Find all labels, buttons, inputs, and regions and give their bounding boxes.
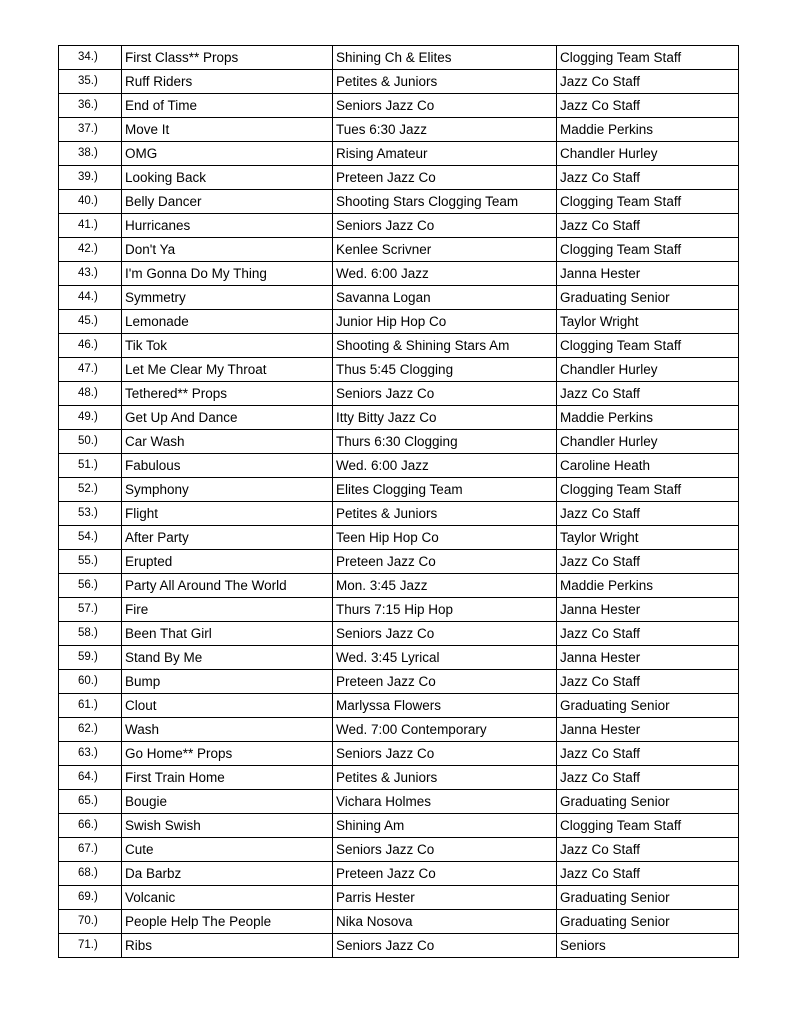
table-row	[59, 238, 739, 262]
table-row	[59, 550, 739, 574]
routine-title-cell: Let Me Clear My Throat	[122, 358, 333, 382]
routine-title-cell: Symmetry	[122, 286, 333, 310]
performer-group-cell: Shooting & Shining Stars Am	[333, 334, 557, 358]
routine-number-cell: 40.)	[59, 190, 122, 214]
choreographer-cell: Jazz Co Staff	[557, 622, 739, 646]
table-row	[59, 94, 739, 118]
table-row	[59, 478, 739, 502]
table-row	[59, 502, 739, 526]
performer-group-cell: Seniors Jazz Co	[333, 622, 557, 646]
choreographer-cell: Janna Hester	[557, 718, 739, 742]
routine-number-cell: 47.)	[59, 358, 122, 382]
program-table	[58, 45, 739, 958]
choreographer-cell: Taylor Wright	[557, 310, 739, 334]
table-row	[59, 670, 739, 694]
routine-title-cell: Belly Dancer	[122, 190, 333, 214]
table-row	[59, 382, 739, 406]
performer-group-cell: Vichara Holmes	[333, 790, 557, 814]
choreographer-cell: Jazz Co Staff	[557, 766, 739, 790]
choreographer-cell: Jazz Co Staff	[557, 502, 739, 526]
table-row	[59, 406, 739, 430]
performer-group-cell: Junior Hip Hop Co	[333, 310, 557, 334]
table-row	[59, 430, 739, 454]
routine-number-cell: 59.)	[59, 646, 122, 670]
table-row	[59, 142, 739, 166]
routine-title-cell: Da Barbz	[122, 862, 333, 886]
choreographer-cell: Chandler Hurley	[557, 358, 739, 382]
performer-group-cell: Preteen Jazz Co	[333, 166, 557, 190]
performer-group-cell: Savanna Logan	[333, 286, 557, 310]
choreographer-cell: Seniors	[557, 934, 739, 958]
routine-title-cell: Tik Tok	[122, 334, 333, 358]
choreographer-cell: Janna Hester	[557, 262, 739, 286]
table-row	[59, 910, 739, 934]
performer-group-cell: Seniors Jazz Co	[333, 382, 557, 406]
table-row	[59, 646, 739, 670]
routine-title-cell: Cute	[122, 838, 333, 862]
routine-title-cell: People Help The People	[122, 910, 333, 934]
performer-group-cell: Nika Nosova	[333, 910, 557, 934]
routine-number-cell: 54.)	[59, 526, 122, 550]
routine-number-cell: 48.)	[59, 382, 122, 406]
choreographer-cell: Clogging Team Staff	[557, 46, 739, 70]
choreographer-cell: Chandler Hurley	[557, 142, 739, 166]
routine-number-cell: 38.)	[59, 142, 122, 166]
performer-group-cell: Thus 5:45 Clogging	[333, 358, 557, 382]
choreographer-cell: Jazz Co Staff	[557, 382, 739, 406]
choreographer-cell: Maddie Perkins	[557, 574, 739, 598]
performer-group-cell: Mon. 3:45 Jazz	[333, 574, 557, 598]
routine-number-cell: 42.)	[59, 238, 122, 262]
table-row	[59, 718, 739, 742]
choreographer-cell: Graduating Senior	[557, 694, 739, 718]
routine-title-cell: Wash	[122, 718, 333, 742]
routine-number-cell: 51.)	[59, 454, 122, 478]
routine-title-cell: Car Wash	[122, 430, 333, 454]
routine-number-cell: 64.)	[59, 766, 122, 790]
performer-group-cell: Shining Ch & Elites	[333, 46, 557, 70]
routine-number-cell: 35.)	[59, 70, 122, 94]
table-row	[59, 598, 739, 622]
routine-title-cell: Tethered** Props	[122, 382, 333, 406]
choreographer-cell: Taylor Wright	[557, 526, 739, 550]
choreographer-cell: Jazz Co Staff	[557, 166, 739, 190]
choreographer-cell: Graduating Senior	[557, 286, 739, 310]
performer-group-cell: Parris Hester	[333, 886, 557, 910]
routine-number-cell: 55.)	[59, 550, 122, 574]
performer-group-cell: Seniors Jazz Co	[333, 838, 557, 862]
performer-group-cell: Tues 6:30 Jazz	[333, 118, 557, 142]
performer-group-cell: Thurs 7:15 Hip Hop	[333, 598, 557, 622]
routine-number-cell: 53.)	[59, 502, 122, 526]
table-row	[59, 934, 739, 958]
table-row	[59, 358, 739, 382]
choreographer-cell: Jazz Co Staff	[557, 70, 739, 94]
performer-group-cell: Thurs 6:30 Clogging	[333, 430, 557, 454]
choreographer-cell: Janna Hester	[557, 646, 739, 670]
table-row	[59, 814, 739, 838]
routine-title-cell: Volcanic	[122, 886, 333, 910]
routine-number-cell: 61.)	[59, 694, 122, 718]
routine-number-cell: 34.)	[59, 46, 122, 70]
routine-number-cell: 68.)	[59, 862, 122, 886]
table-row	[59, 166, 739, 190]
routine-title-cell: Looking Back	[122, 166, 333, 190]
routine-number-cell: 66.)	[59, 814, 122, 838]
routine-title-cell: Hurricanes	[122, 214, 333, 238]
routine-title-cell: Flight	[122, 502, 333, 526]
routine-title-cell: Stand By Me	[122, 646, 333, 670]
routine-title-cell: I'm Gonna Do My Thing	[122, 262, 333, 286]
routine-number-cell: 49.)	[59, 406, 122, 430]
routine-number-cell: 43.)	[59, 262, 122, 286]
routine-title-cell: Move It	[122, 118, 333, 142]
performer-group-cell: Seniors Jazz Co	[333, 742, 557, 766]
routine-title-cell: Get Up And Dance	[122, 406, 333, 430]
performer-group-cell: Petites & Juniors	[333, 502, 557, 526]
choreographer-cell: Jazz Co Staff	[557, 94, 739, 118]
choreographer-cell: Clogging Team Staff	[557, 814, 739, 838]
routine-number-cell: 44.)	[59, 286, 122, 310]
routine-title-cell: First Train Home	[122, 766, 333, 790]
routine-number-cell: 52.)	[59, 478, 122, 502]
choreographer-cell: Graduating Senior	[557, 790, 739, 814]
routine-number-cell: 36.)	[59, 94, 122, 118]
routine-title-cell: Ruff Riders	[122, 70, 333, 94]
performer-group-cell: Petites & Juniors	[333, 766, 557, 790]
choreographer-cell: Caroline Heath	[557, 454, 739, 478]
table-row	[59, 46, 739, 70]
routine-number-cell: 50.)	[59, 430, 122, 454]
choreographer-cell: Graduating Senior	[557, 910, 739, 934]
routine-title-cell: Bump	[122, 670, 333, 694]
choreographer-cell: Jazz Co Staff	[557, 862, 739, 886]
routine-number-cell: 69.)	[59, 886, 122, 910]
choreographer-cell: Jazz Co Staff	[557, 214, 739, 238]
table-row	[59, 742, 739, 766]
program-table-body	[59, 46, 739, 958]
table-row	[59, 886, 739, 910]
table-row	[59, 838, 739, 862]
performer-group-cell: Preteen Jazz Co	[333, 550, 557, 574]
routine-number-cell: 60.)	[59, 670, 122, 694]
routine-title-cell: Been That Girl	[122, 622, 333, 646]
routine-title-cell: Fabulous	[122, 454, 333, 478]
routine-number-cell: 57.)	[59, 598, 122, 622]
performer-group-cell: Wed. 3:45 Lyrical	[333, 646, 557, 670]
routine-title-cell: Don't Ya	[122, 238, 333, 262]
routine-number-cell: 63.)	[59, 742, 122, 766]
table-row	[59, 118, 739, 142]
routine-number-cell: 71.)	[59, 934, 122, 958]
performer-group-cell: Marlyssa Flowers	[333, 694, 557, 718]
table-row	[59, 694, 739, 718]
choreographer-cell: Chandler Hurley	[557, 430, 739, 454]
performer-group-cell: Petites & Juniors	[333, 70, 557, 94]
choreographer-cell: Maddie Perkins	[557, 406, 739, 430]
performer-group-cell: Itty Bitty Jazz Co	[333, 406, 557, 430]
routine-number-cell: 37.)	[59, 118, 122, 142]
performer-group-cell: Elites Clogging Team	[333, 478, 557, 502]
routine-number-cell: 46.)	[59, 334, 122, 358]
performer-group-cell: Shining Am	[333, 814, 557, 838]
performer-group-cell: Seniors Jazz Co	[333, 934, 557, 958]
routine-number-cell: 58.)	[59, 622, 122, 646]
performer-group-cell: Seniors Jazz Co	[333, 214, 557, 238]
routine-title-cell: Symphony	[122, 478, 333, 502]
routine-number-cell: 41.)	[59, 214, 122, 238]
performer-group-cell: Preteen Jazz Co	[333, 862, 557, 886]
table-row	[59, 190, 739, 214]
routine-number-cell: 65.)	[59, 790, 122, 814]
routine-title-cell: Ribs	[122, 934, 333, 958]
choreographer-cell: Clogging Team Staff	[557, 190, 739, 214]
program-page	[58, 45, 738, 958]
performer-group-cell: Kenlee Scrivner	[333, 238, 557, 262]
choreographer-cell: Jazz Co Staff	[557, 742, 739, 766]
table-row	[59, 574, 739, 598]
choreographer-cell: Clogging Team Staff	[557, 238, 739, 262]
table-row	[59, 214, 739, 238]
routine-title-cell: Fire	[122, 598, 333, 622]
routine-title-cell: First Class** Props	[122, 46, 333, 70]
table-row	[59, 766, 739, 790]
routine-title-cell: Swish Swish	[122, 814, 333, 838]
routine-title-cell: Clout	[122, 694, 333, 718]
choreographer-cell: Clogging Team Staff	[557, 478, 739, 502]
routine-title-cell: Party All Around The World	[122, 574, 333, 598]
choreographer-cell: Clogging Team Staff	[557, 334, 739, 358]
choreographer-cell: Jazz Co Staff	[557, 838, 739, 862]
choreographer-cell: Maddie Perkins	[557, 118, 739, 142]
routine-title-cell: Lemonade	[122, 310, 333, 334]
routine-number-cell: 39.)	[59, 166, 122, 190]
table-row	[59, 862, 739, 886]
performer-group-cell: Seniors Jazz Co	[333, 94, 557, 118]
table-row	[59, 286, 739, 310]
choreographer-cell: Jazz Co Staff	[557, 550, 739, 574]
performer-group-cell: Wed. 6:00 Jazz	[333, 262, 557, 286]
routine-number-cell: 70.)	[59, 910, 122, 934]
choreographer-cell: Jazz Co Staff	[557, 670, 739, 694]
routine-title-cell: Bougie	[122, 790, 333, 814]
routine-number-cell: 56.)	[59, 574, 122, 598]
routine-number-cell: 67.)	[59, 838, 122, 862]
routine-title-cell: End of Time	[122, 94, 333, 118]
routine-title-cell: OMG	[122, 142, 333, 166]
choreographer-cell: Graduating Senior	[557, 886, 739, 910]
table-row	[59, 622, 739, 646]
performer-group-cell: Rising Amateur	[333, 142, 557, 166]
choreographer-cell: Janna Hester	[557, 598, 739, 622]
routine-title-cell: Erupted	[122, 550, 333, 574]
performer-group-cell: Shooting Stars Clogging Team	[333, 190, 557, 214]
performer-group-cell: Wed. 6:00 Jazz	[333, 454, 557, 478]
routine-number-cell: 62.)	[59, 718, 122, 742]
performer-group-cell: Preteen Jazz Co	[333, 670, 557, 694]
table-row	[59, 334, 739, 358]
performer-group-cell: Wed. 7:00 Contemporary	[333, 718, 557, 742]
routine-number-cell: 45.)	[59, 310, 122, 334]
table-row	[59, 454, 739, 478]
table-row	[59, 262, 739, 286]
table-row	[59, 70, 739, 94]
performer-group-cell: Teen Hip Hop Co	[333, 526, 557, 550]
table-row	[59, 310, 739, 334]
table-row	[59, 526, 739, 550]
routine-title-cell: After Party	[122, 526, 333, 550]
table-row	[59, 790, 739, 814]
routine-title-cell: Go Home** Props	[122, 742, 333, 766]
